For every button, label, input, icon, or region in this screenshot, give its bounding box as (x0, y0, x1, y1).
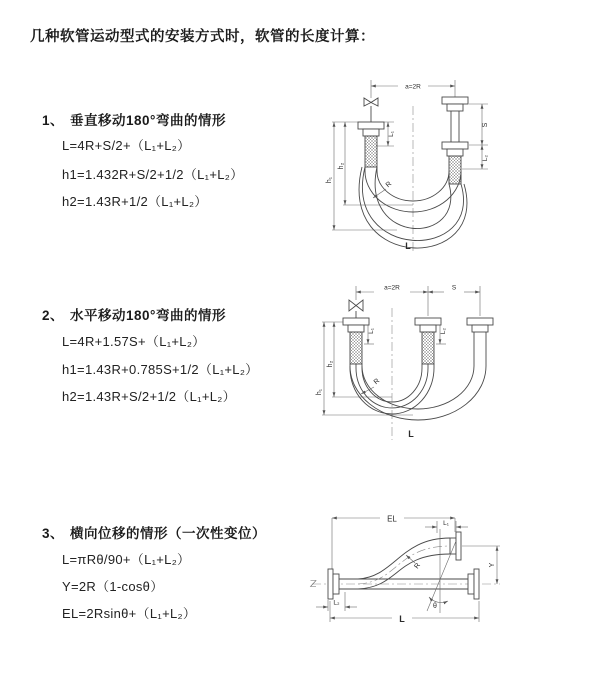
section-2-number: 2、 (42, 308, 65, 323)
d3-right-lower-flange (468, 574, 474, 594)
d2-dim-label-l1: L₁ (368, 328, 375, 334)
d2-valve-icon (349, 300, 363, 311)
d1-dim-label-l1: L₁ (388, 131, 395, 137)
formula-3-Y: Y=2R（1-cosθ） (62, 579, 164, 594)
d2-dim-label-s: S (451, 284, 457, 292)
d3-dimension-lines (316, 515, 500, 623)
d1-right-lower-flange (442, 142, 468, 149)
d3-left-flange (328, 569, 333, 599)
d1-left-braided-hose (365, 136, 377, 167)
d3-angle-label: θ (433, 603, 437, 610)
d2-middle-flange (415, 318, 441, 325)
d1-left-flange (358, 122, 384, 129)
d1-length-label: L (405, 241, 411, 251)
d3-dim-label-el: EL (387, 514, 397, 524)
d1-dim-label-h1: h₁ (326, 176, 333, 184)
d1-dim-label-a2r: a=2R (405, 83, 421, 91)
section-3-number: 3、 (42, 526, 65, 541)
formula-3-EL: EL=2Rsinθ+（L₁+L₂） (62, 606, 197, 621)
d3-dim-label-y: Y (489, 562, 496, 568)
d2-u-bend-shifted (350, 366, 486, 420)
d2-left-flange (343, 318, 369, 325)
d1-right-braided-hose (449, 156, 461, 184)
d2-dim-label-h1: h₁ (316, 388, 323, 396)
d2-middle-braided-hose (422, 332, 434, 364)
d3-length-label: L (399, 614, 405, 624)
d1-dim-label-s: S (482, 122, 489, 128)
formula-2-L: L=4R+1.57S+（L₁+L₂） (62, 334, 206, 349)
d2-dim-label-l2: L₂ (440, 327, 447, 335)
diagram-vertical-movement (312, 72, 592, 260)
formula-2-h1: h1=1.43R+0.785S+1/2（L₁+L₂） (62, 362, 259, 377)
d2-dim-label-a2r: a=2R (384, 284, 400, 292)
section-3-title: 横向位移的情形（一次性变位） (70, 526, 267, 541)
d2-dim-label-h2: h₂ (327, 360, 334, 368)
d2-left-braided-hose (350, 332, 362, 364)
d3-right-upper-flange (450, 538, 456, 554)
d3-dim-label-l1: L₁ (443, 520, 449, 527)
d2-radius-label: R (372, 377, 382, 387)
d3-break-symbol (311, 581, 317, 587)
section-1-heading (42, 109, 226, 129)
d1-right-upper-flange (442, 97, 468, 104)
d1-radius-label: R (384, 180, 394, 190)
d1-valve-icon (364, 98, 378, 106)
d2-dimension-lines (316, 285, 480, 416)
d1-dim-label-l2: L₂ (482, 154, 489, 162)
diagram-horizontal-movement (308, 280, 593, 458)
formula-1-L: L=4R+S/2+（L₁+L₂） (62, 138, 191, 153)
d2-length-label: L (408, 429, 414, 439)
section-2-heading (42, 304, 226, 324)
formula-1-h2: h2=1.43R+1/2（L₁+L₂） (62, 194, 208, 209)
diagram-lateral-displacement (300, 505, 598, 643)
d3-radius-label: R (413, 562, 423, 571)
section-1-title: 垂直移动180°弯曲的情形 (70, 113, 226, 128)
d1-dim-label-h2: h₂ (338, 162, 345, 170)
d3-hose-assembly (328, 532, 479, 599)
d3-dim-label-l2: L₂ (333, 599, 340, 607)
d3-s-curve-hose (339, 538, 450, 579)
d2-hose-assembly (343, 300, 493, 420)
page-title: 几种软管运动型式的安装方式时，软管的长度计算： (30, 29, 375, 45)
formula-3-L: L=πRθ/90+（L₁+L₂） (62, 552, 191, 567)
d1-radius-leader (373, 189, 386, 198)
d3-radius-leader (406, 555, 415, 563)
formula-1-h1: h1=1.432R+S/2+1/2（L₁+L₂） (62, 167, 244, 182)
section-2-title: 水平移动180°弯曲的情形 (70, 308, 226, 323)
section-1-number: 1、 (42, 113, 65, 128)
formula-2-h2: h2=1.43R+S/2+1/2（L₁+L₂） (62, 389, 236, 404)
d2-right-flange (467, 318, 493, 325)
section-3-heading (42, 522, 266, 542)
